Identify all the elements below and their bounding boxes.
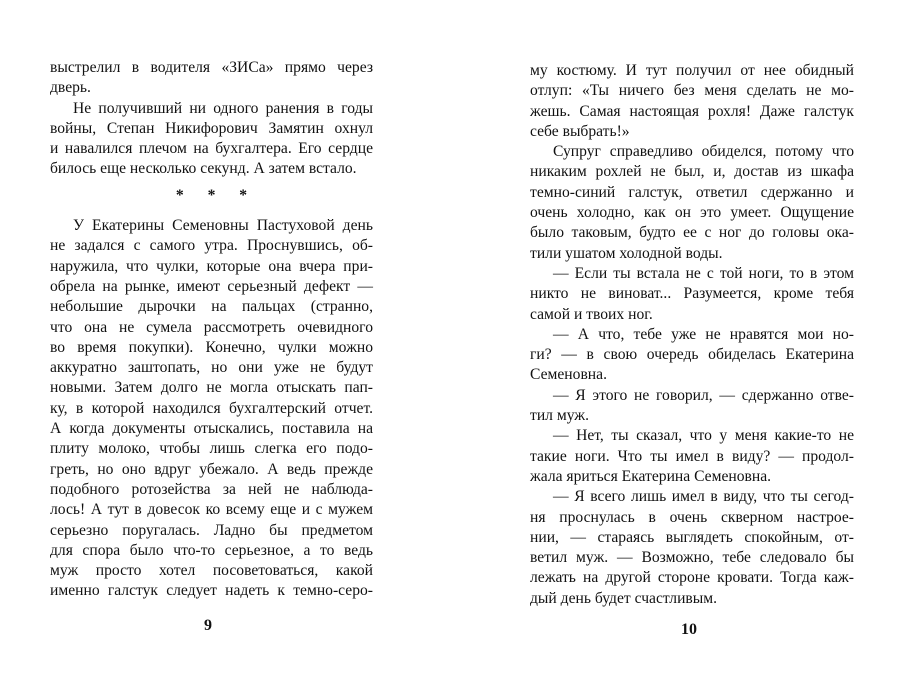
text-line: билось еще несколько секунд. А затем встало. (50, 160, 357, 178)
left-page-paragraphs-2 (50, 216, 373, 602)
text-line: войны, Степан Никифорович Замятин охнул (50, 119, 373, 137)
text-line: во время покупки). Конечно, чулки можно (50, 338, 373, 356)
text-line: Семеновна. (530, 366, 607, 384)
text-line: ня проснулась в очень скверном настрое- (530, 508, 854, 526)
text-line: жала яриться Екатерина Семеновна. (530, 467, 772, 485)
text-line: лось! А тут в довесок ко всему еще и с мужем (50, 501, 373, 519)
text-line: жешь. Самая настоящая рохля! Даже галстук (530, 102, 854, 120)
text-line: нии, — стараясь выглядеть спокойным, от- (530, 528, 854, 546)
right-page-text (530, 61, 854, 609)
text-line: У Екатерины Семеновны Пастуховой день (73, 217, 373, 235)
text-line: ги? — в свою очередь обиделась Екатерина (530, 346, 854, 364)
text-line: плиту молоко, чтобы лишь слегка его подо- (50, 440, 373, 458)
text-line: обрела на рынке, имеют серьезный дефект — (50, 277, 373, 295)
text-line: самой и твоих ног. (530, 305, 653, 323)
text-line: — А что, тебе уже не нравятся мои но- (553, 325, 854, 343)
right-page (452, 0, 904, 684)
text-line: дый день будет счастливым. (530, 589, 718, 607)
left-page-text (50, 58, 373, 602)
text-line: никто не виноват... Разумеется, кроме тебя (530, 285, 854, 303)
text-line: подобного ротозейства за ней не наблюда- (50, 480, 373, 498)
text-line: — Я всего лишь имел в виду, что ты сегод- (553, 488, 854, 506)
text-line: — Нет, ты сказал, что у меня какие-то не (553, 427, 854, 445)
page-number-right: 10 (681, 621, 697, 638)
text-line: и навалился плечом на бухгалтера. Его сердце (50, 140, 373, 158)
text-line: Супруг справедливо обиделся, потому что (553, 143, 854, 161)
text-line: — Если ты встала не с той ноги, то в этом (553, 264, 854, 282)
text-line: именно галстук следует надеть к темно-серо- (50, 582, 373, 600)
text-line: себе выбрать!» (530, 122, 630, 140)
text-line: очень холодно, как он это умеет. Ощущение (530, 204, 854, 222)
text-line: тил муж. (530, 407, 589, 425)
section-separator: * * * (175, 186, 258, 204)
text-line: для спора было что-то серьезное, а то ведь (50, 541, 373, 559)
text-line: темно-синий галстук, ответил сдержанно и (530, 183, 854, 201)
text-line: муж просто хотел посоветоваться, какой (50, 562, 373, 580)
left-page-paragraphs (50, 58, 373, 180)
text-line: аккуратно заштопать, но они уже не будут (50, 359, 373, 377)
text-line: небольшие дырочки на пальцах (странно, (50, 298, 373, 316)
text-line: дверь. (50, 79, 91, 97)
text-line: лежать на другой стороне кровати. Тогда каж- (530, 569, 854, 587)
text-line: ку, в которой находился бухгалтерский отчет. (50, 399, 373, 417)
text-line: такие ноги. Что ты имел в виду? — продол- (530, 447, 854, 465)
text-line: ветил муж. — Возможно, тебе следовало бы (530, 549, 854, 567)
text-line: новыми. Затем долго не могла отыскать пап- (50, 379, 373, 397)
text-line: му костюму. И тут получил от нее обидный (530, 62, 854, 79)
text-line: тили ушатом холодной воды. (530, 244, 723, 262)
right-page-paragraphs (530, 61, 854, 609)
text-line: серьезно поругалась. Ладно бы предметом (50, 521, 373, 539)
text-line: было таковым, будто ее с ног до головы ока- (530, 224, 854, 242)
text-line: выстрелил в водителя «ЗИСа» прямо через (50, 59, 373, 76)
text-line: отлуп: «Ты ничего без меня сделать не мо- (530, 82, 854, 100)
text-line: — Я этого не говорил, — сдержанно отве- (553, 386, 854, 404)
text-line: что она не сумела рассмотреть очевидного (50, 318, 373, 336)
page-number-left: 9 (204, 617, 212, 634)
text-line: А когда документы отыскались, поставила на (50, 420, 373, 438)
text-line: Не получивший ни одного ранения в годы (73, 99, 373, 117)
text-line: не задался с самого утра. Проснувшись, об- (50, 237, 373, 255)
text-line: наружила, что чулки, которые она вчера при- (50, 257, 373, 275)
text-line: никаким рохлей не был, и, достав из шкафа (530, 163, 854, 181)
text-line: греть, но оно вдруг убежало. А ведь прежде (50, 460, 373, 478)
